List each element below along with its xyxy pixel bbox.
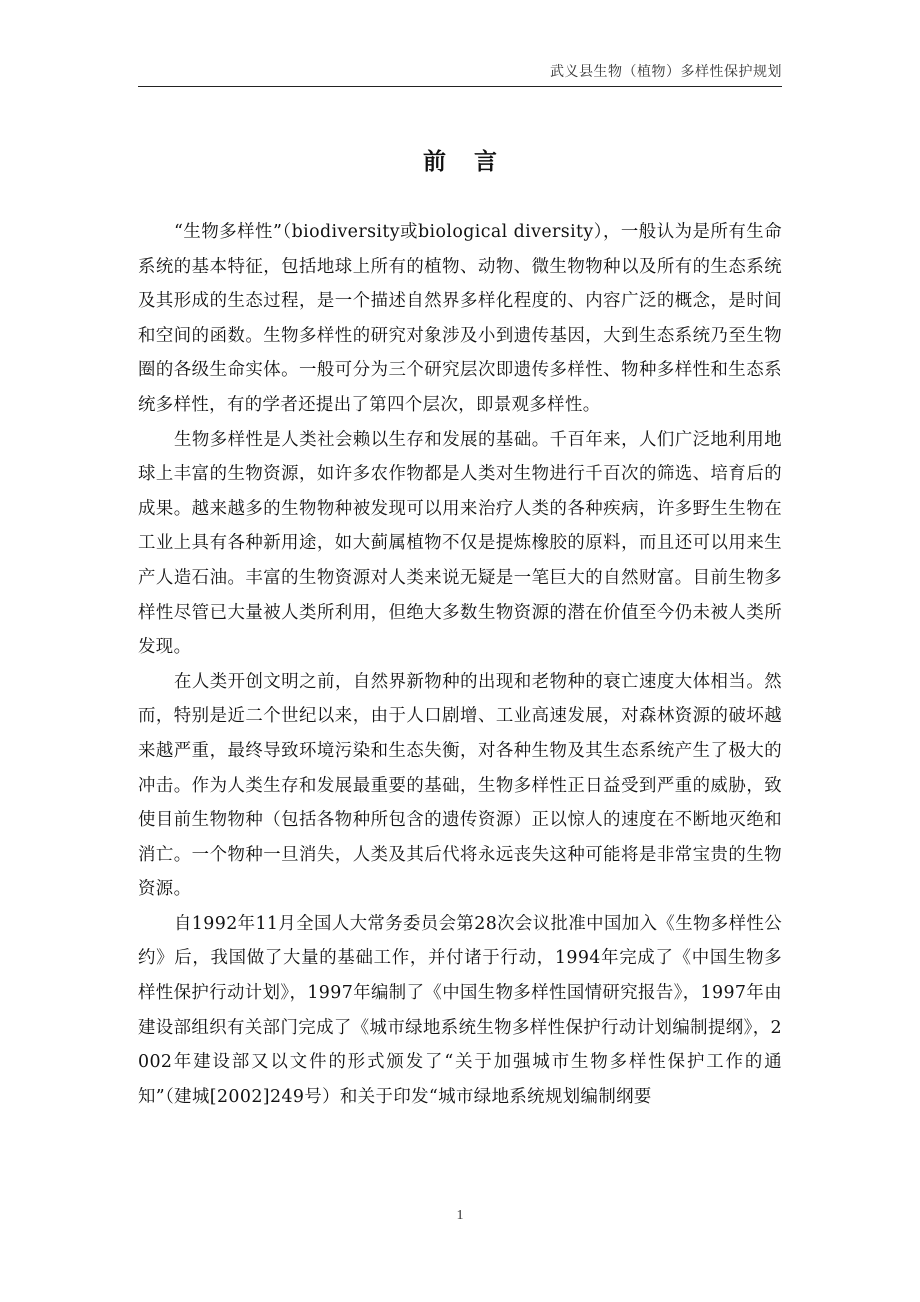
running-header-title: 武义县生物（植物）多样性保护规划 <box>550 64 782 80</box>
page-title: 前言 <box>423 148 525 175</box>
body-text <box>138 215 782 1114</box>
paragraph-biodiversity-value: 生物多样性是人类社会赖以生存和发展的基础。千百年来，人们广泛地利用地球上丰富的生物资源，如许多农作物都是人类对生物进行千百次的筛选、培育后的成果。越来越多的生物物种被发现可以用来治疗人类的各种疾病，许多野生生物在工业上具有各种新用途，如大蓟属植物不仅是提炼橡胶的原料，而且还可以用来生产人造石油。丰富的生物资源对人类来说无疑是一笔巨大的自然财富。目前生物多样性尽管已大量被人类所利用，但绝大多数生物资源的潜在价值至今仍未被人类所发现。 <box>138 429 782 658</box>
paragraph-biodiversity-definition: “生物多样性”（biodiversity或biological diversity），一般认为是所有生命系统的基本特征，包括地球上所有的植物、动物、微生物物种以及所有的生态系统及其形成的生态过程，是一个描述自然界多样化程度的、内容广泛的概念，是时间和空间的函数。生物多样性的研究对象涉及小到遗传基因，大到生态系统乃至生物圈的各级生命实体。一般可分为三个研究层次即遗传多样性、物种多样性和生态系统多样性，有的学者还提出了第四个层次，即景观多样性。 <box>138 222 782 415</box>
running-header <box>138 62 782 87</box>
paragraph-china-actions: 自1992年11月全国人大常务委员会第28次会议批准中国加入《生物多样性公约》后，我国做了大量的基础工作，并付诸于行动，1994年完成了《中国生物多样性保护行动计划》，1997年编制了《中国生物多样性国情研究报告》，1997年由建设部组织有关部门完成了《城市绿地系统生物多样性保护行动计划编制提纲》，2002年建设部又以文件的形式颁发了“关于加强城市生物多样性保护工作的通知”（建城[2002]249号）和关于印发“城市绿地系统规划编制纲要 <box>138 913 782 1107</box>
page-number: 1 <box>456 1208 464 1223</box>
paragraph-biodiversity-threat: 在人类开创文明之前，自然界新物种的出现和老物种的衰亡速度大体相当。然而，特别是近二个世纪以来，由于人口剧增、工业高速发展，对森林资源的破坏越来越严重，最终导致环境污染和生态失衡，对各种生物及其生态系统产生了极大的冲击。作为人类生存和发展最重要的基础，生物多样性正日益受到严重的威胁，致使目前生物物种（包括各物种所包含的遗传资源）正以惊人的速度在不断地灭绝和消亡。一个物种一旦消失，人类及其后代将永远丧失这种可能将是非常宝贵的生物资源。 <box>138 671 782 900</box>
